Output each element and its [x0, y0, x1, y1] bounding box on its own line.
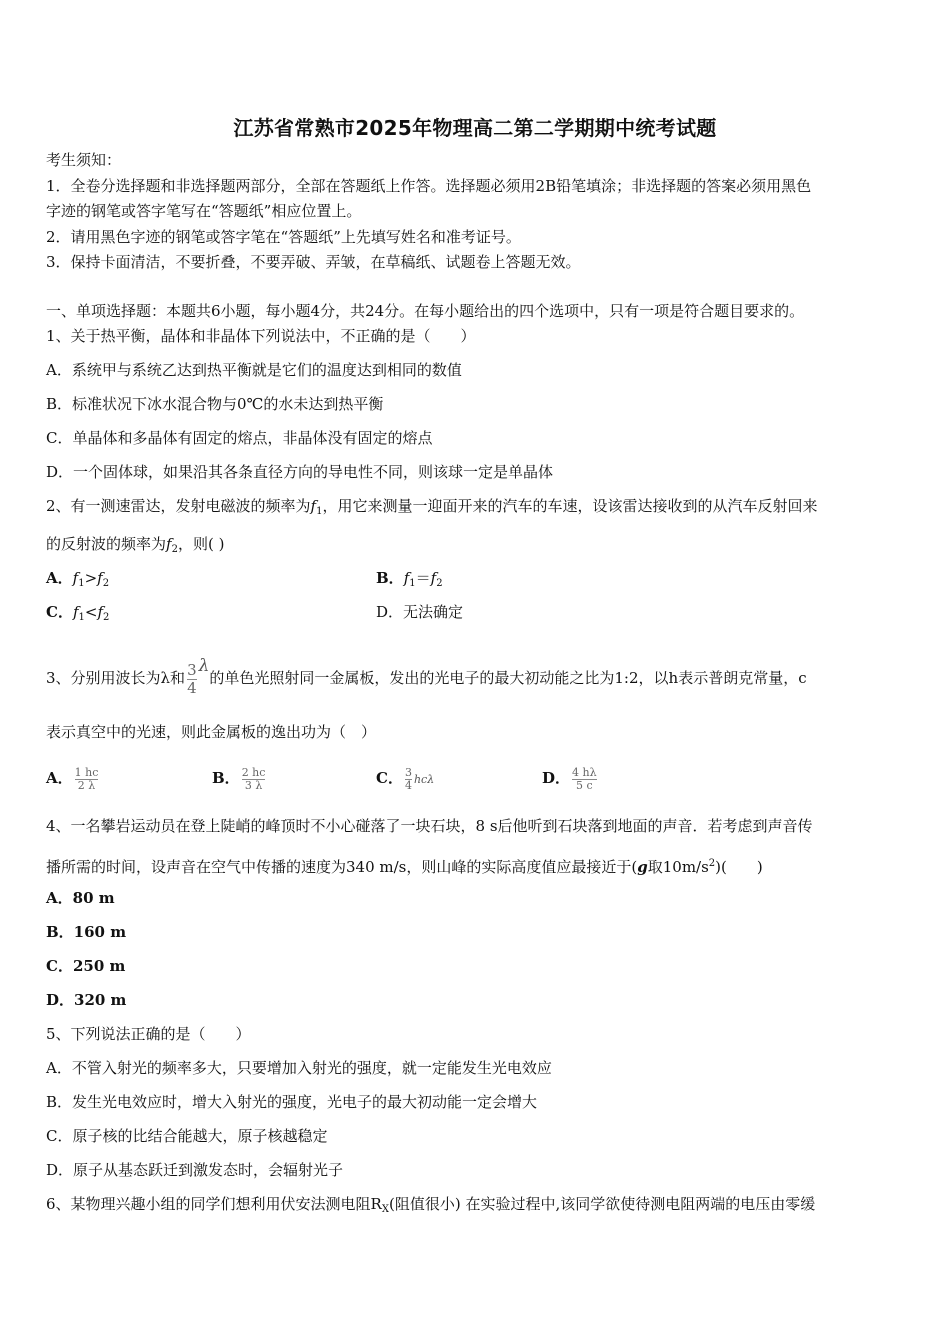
q4-option-d: D．320 m	[46, 991, 127, 1009]
q3-option-c: C． $\frac{3}{4}$ hcλ	[376, 765, 435, 792]
q5-option-d: D．原子从基态跃迁到激发态时，会辐射光子	[46, 1161, 344, 1179]
q3-option-a: A． $\frac{1 hc}{2 \lambda}$	[46, 765, 99, 792]
q3-option-d: D． $\frac{4 h\lambda}{5 c}$	[542, 765, 597, 792]
q6-stem-line1: 6、某物理兴趣小组的同学们想利用伏安法测电阻$R_X$(阻值很小) 在实验过程中,该同学欲使待测电阻两端的电压由零缓	[46, 1195, 816, 1215]
q4-option-c: C．250 m	[46, 957, 126, 975]
q1-option-a: A．系统甲与系统乙达到热平衡就是它们的温度达到相同的数值	[46, 361, 462, 379]
q1-stem: 1、关于热平衡，晶体和非晶体下列说法中，不正确的是（ ）	[46, 327, 476, 345]
section-heading: 一、单项选择题：本题共6小题，每小题4分，共24分。在每小题给出的四个选项中，只有一项是符合题目要求的。	[46, 302, 805, 320]
q2-option-b: B．$f_1=f_2$	[376, 569, 443, 589]
q5-option-a: A．不管入射光的频率多大，只要增加入射光的强度，就一定能发生光电效应	[46, 1059, 552, 1077]
q2-option-c: C．$f_1<f_2$	[46, 603, 110, 623]
notice-heading: 考生须知：	[46, 151, 122, 169]
q5-stem: 5、下列说法正确的是（ ）	[46, 1025, 251, 1043]
notice-item-2: 2．请用黑色字迹的钢笔或答字笔在“答题纸”上先填写姓名和准考证号。	[46, 228, 521, 246]
q2-option-d: D．无法确定	[376, 603, 464, 621]
q3-stem-line1: 3、分别用波长为λ和 $\frac{3}{4}$ λ的单色光照射同一金属板，发出的光电子的最大初动能之比为1:2，以h表示普朗克常量，c	[46, 656, 807, 697]
page-title: 江苏省常熟市2025年物理高二第二学期期中统考试题	[233, 116, 717, 140]
q3-fraction: $\frac{3}{4}$	[187, 660, 197, 697]
q1-option-c: C．单晶体和多晶体有固定的熔点，非晶体没有固定的熔点	[46, 429, 433, 447]
q1-option-b: B．标准状况下冰水混合物与0℃的水未达到热平衡	[46, 395, 384, 413]
notice-item-3: 3．保持卡面清洁，不要折叠，不要弄破、弄皱，在草稿纸、试题卷上答题无效。	[46, 253, 581, 271]
q4-stem-line2: 播所需的时间，设声音在空气中传播的速度为340 m/s，则山峰的实际高度值应最接近于(g取$10m/s^2$)( )	[46, 858, 763, 876]
q4-stem-line1: 4、一名攀岩运动员在登上陡峭的峰顶时不小心碰落了一块石块，8 s后他听到石块落到地面的声音．若考虑到声音传	[46, 817, 813, 835]
notice-item-1a: 1．全卷分选择题和非选择题两部分，全部在答题纸上作答。选择题必须用2B铅笔填涂；非选择题的答案必须用黑色	[46, 177, 812, 195]
q3-stem-line2: 表示真空中的光速，则此金属板的逸出功为（ ）	[46, 723, 377, 741]
notice-item-1b: 字迹的钢笔或答字笔写在“答题纸”相应位置上。	[46, 202, 362, 220]
q5-option-c: C．原子核的比结合能越大，原子核越稳定	[46, 1127, 328, 1145]
q3-option-b: B． $\frac{2 hc}{3 \lambda}$	[212, 765, 266, 792]
q2-stem-line2: 的反射波的频率为$f_2$，则( )	[46, 535, 225, 555]
q4-option-a: A．80 m	[46, 889, 115, 907]
q5-option-b: B．发生光电效应时，增大入射光的强度，光电子的最大初动能一定会增大	[46, 1093, 538, 1111]
q1-option-d: D．一个固体球，如果沿其各条直径方向的导电性不同，则该球一定是单晶体	[46, 463, 554, 481]
q4-option-b: B．160 m	[46, 923, 127, 941]
q2-stem-line1: 2、有一测速雷达，发射电磁波的频率为$f_1$，用它来测量一迎面开来的汽车的车速，设该雷达接收到的从汽车反射回来	[46, 497, 818, 517]
q2-option-a: A．$f_1>f_2$	[46, 569, 110, 589]
